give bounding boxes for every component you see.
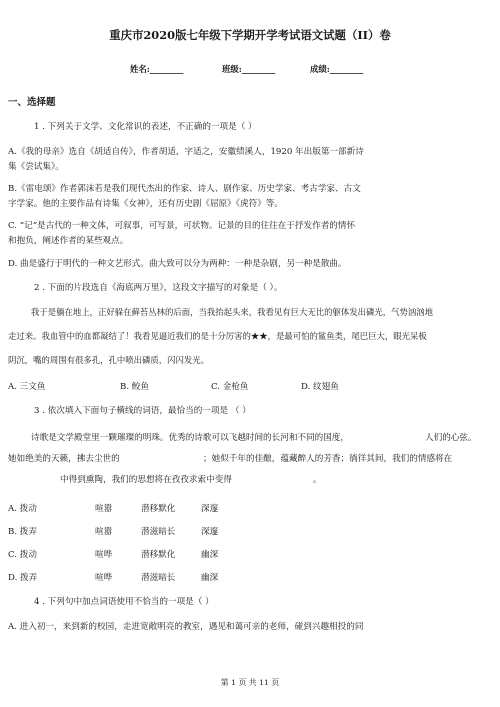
question-2-passage-line-2: 走过来。我血管中的血都凝结了！我看见逼近我们的是十分厉害的★★，是最可怕的鲨鱼类，尾巴巨大，眼光呆板 <box>8 331 427 341</box>
question-1-option-a-line-1: A.《我的母亲》选自《胡适自传》，作者胡适，字适之，安徽绩溪人，1920 年出版第一部新诗 <box>8 147 364 157</box>
section-heading: 一、选择题 <box>8 97 56 108</box>
question-1-option-a-line-2: 集《尝试集》。 <box>8 162 64 172</box>
class-field: 班级:________ <box>222 64 276 74</box>
question-3-option-a-word-4: 深邃 <box>201 504 219 514</box>
question-2-option-c: C. 金枪鱼 <box>211 382 249 392</box>
question-3-option-d-word-2: 喧哗 <box>95 573 113 583</box>
question-3-passage-line-1a: 诗歌是文学殿堂里一颗璀璨的明珠。优秀的诗歌可以飞越时间的长河和不同的国度， <box>31 433 349 443</box>
question-3-option-d-word-3: 潜滋暗长 <box>141 573 176 583</box>
question-3-option-d-word-4: 幽深 <box>201 573 219 583</box>
question-3-option-a-word-2: 喧嚣 <box>95 504 113 514</box>
question-1-stem: 1 . 下列关于文学、文化常识的表述，不正确的一项是（ ） <box>34 122 257 132</box>
question-3-option-b-word-3: 潜滋暗长 <box>141 527 176 537</box>
question-3-passage-line-1b: 人们的心弦。 <box>425 433 477 443</box>
name-field: 姓名:________ <box>130 64 184 74</box>
question-3-option-a-word-1: A. 拨动 <box>8 504 37 514</box>
question-4-option-a-line-1: A. 进入初一，来到新的校园，走进宽敞明亮的教室，遇见和蔼可亲的老师，碰到兴趣相投的同 <box>8 622 364 632</box>
question-1-option-d: D. 曲是盛行于明代的一种文艺形式。曲大致可以分为两种：一种是杂剧，另一种是散曲。 <box>8 259 347 269</box>
question-3-option-b-word-2: 喧嚣 <box>95 527 113 537</box>
question-4-stem: 4 . 下列句中加点词语使用不恰当的一项是（ ） <box>34 597 214 607</box>
question-1-option-c-line-1: C. “记”是古代的一种文体，可叙事，可写景，可状物。记景的目的往往在于抒发作者的情怀 <box>8 221 356 231</box>
question-2-stem: 2 . 下面的片段选自《海底两万里》，这段文字描写的对象是（ ）。 <box>34 283 283 293</box>
question-3-option-c-word-4: 幽深 <box>201 550 219 560</box>
question-3-option-c-word-1: C. 拨动 <box>8 550 37 560</box>
page-footer: 第 1 页 共 11 页 <box>220 678 280 687</box>
question-2-option-a: A. 三文鱼 <box>8 382 46 392</box>
question-3-option-a-word-3: 潜移默化 <box>141 504 176 514</box>
score-field: 成绩:________ <box>310 64 364 74</box>
question-3-passage-line-2a: 她如绝美的天籁，拂去尘世的 <box>8 454 120 464</box>
question-1-option-b-line-1: B.《雷电颂》作者郭沫若是我们现代杰出的作家、诗人、剧作家、历史学家、考古学家、古文 <box>8 184 361 194</box>
question-1-option-c-line-2: 和抱负，阐述作者的某些观点。 <box>8 236 129 246</box>
question-3-passage-line-3b: 。 <box>313 475 322 485</box>
question-3-stem: 3 . 依次填入下面句子横线的词语，最恰当的一项是 （ ） <box>34 406 251 416</box>
question-3-passage-line-3a: 中得到熏陶，我们的思想将在孜孜求索中变得 <box>60 475 232 485</box>
question-2-option-d: D. 纹翅鱼 <box>301 382 339 392</box>
page-title: 重庆市2020版七年级下学期开学考试语文试题（II）卷 <box>109 28 391 42</box>
question-2-option-b: B. 鲛鱼 <box>120 382 149 392</box>
question-2-passage-line-1: 我于是躺在地上，正好躲在藓苔丛林的后面，当我抬起头来，我看见有巨大无比的躯体发出磷光，气势汹汹地 <box>31 307 433 317</box>
question-3-option-d-word-1: D. 拨弄 <box>8 573 38 583</box>
question-3-option-b-word-4: 深邃 <box>201 527 219 537</box>
question-3-option-c-word-2: 喧哗 <box>95 550 113 560</box>
question-3-option-b-word-1: B. 拨弄 <box>8 527 37 537</box>
question-3-passage-line-2b: ；她似千年的佳酿，蕴藏醉人的芳香；徜徉其间，我们的情感将在 <box>203 454 453 464</box>
question-3-option-c-word-3: 潜移默化 <box>141 550 176 560</box>
question-1-option-b-line-2: 字学家。他的主要作品有诗集《女神》，还有历史剧《屈原》《虎符》等。 <box>8 199 283 209</box>
question-2-passage-line-3: 阴沉，嘴的周围有很多孔，孔中喷出磷质，闪闪发光。 <box>8 355 209 365</box>
